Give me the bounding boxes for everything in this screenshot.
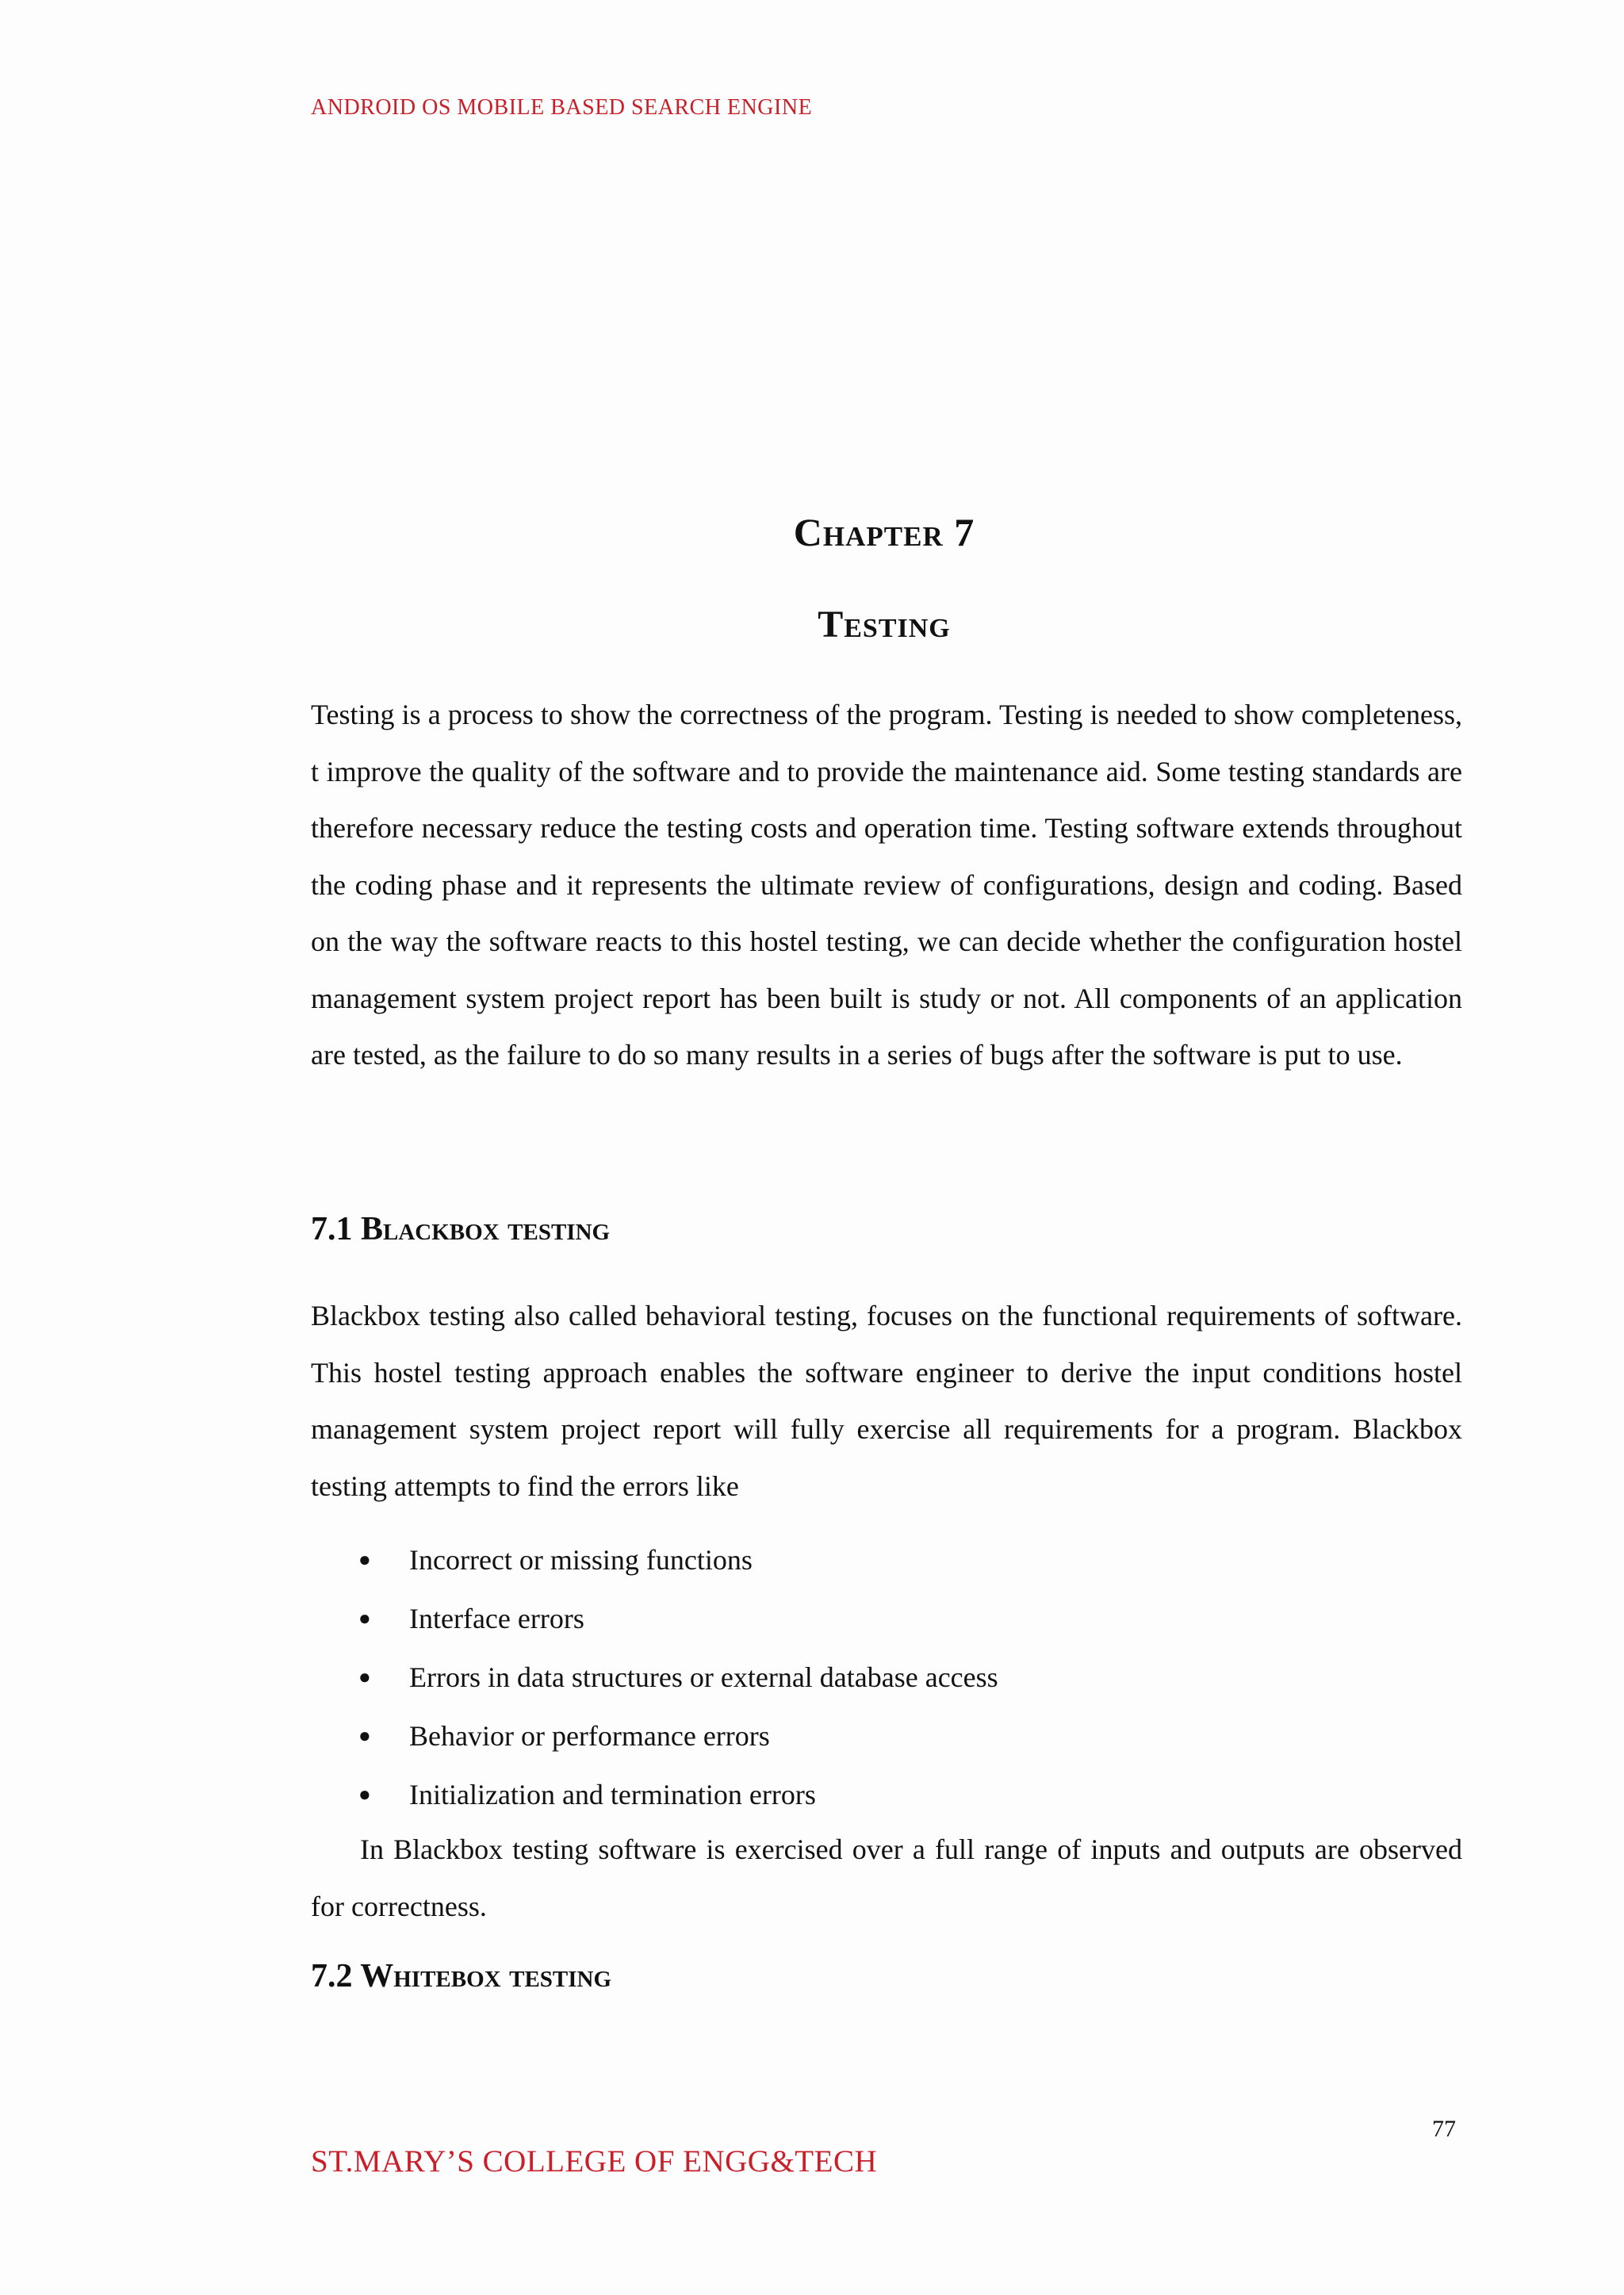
running-footer: ST.MARY’S COLLEGE OF ENGG&TECH [311,2144,878,2178]
running-header: ANDROID OS MOBILE BASED SEARCH ENGINE [311,95,813,120]
list-item [358,1648,998,1707]
intro-paragraph: Testing is a process to show the correctness of the program. Testing is needed to show completeness, t improve the quality of the software and to provide the maintenance aid. Some testing standards are therefore necessary reduce the testing costs and operation time. Testing software extends throughout the coding phase and it represents the ultimate review of configurations, design and coding. Based on the way the software reacts to this hostel testing, we can decide whether the configuration hostel management system project report has been built is study or not. All components of an application are tested, as the failure to do so many results in a series of bugs after the software is put to use. [311,699,1462,1071]
bullet-icon: ● [358,1724,371,1747]
section-heading-7-2: 7.2 Whitebox testing [311,1958,612,1994]
bullet-icon: ● [358,1548,371,1571]
bullet-icon: ● [358,1665,371,1688]
page-number: 77 [1432,2116,1456,2142]
bullet-icon: ● [358,1607,371,1630]
list-item [358,1531,998,1589]
list-item-text: Incorrect or missing functions [409,1544,753,1576]
list-item-text: Initialization and termination errors [409,1779,816,1810]
blackbox-paragraph: Blackbox testing also called behavioral testing, focuses on the functional requirements of software. This hostel testing approach enables the software engineer to derive the input conditions hostel management system project report will fully exercise all requirements for a program. Blackbox testing attempts to find the errors like [311,1300,1462,1502]
list-item [358,1707,998,1765]
error-bullet-list [358,1531,998,1824]
list-item-text: Interface errors [409,1603,584,1634]
list-item-text: Errors in data structures or external database access [409,1661,998,1693]
list-item-text: Behavior or performance errors [409,1720,770,1752]
chapter-number: Chapter 7 [793,510,975,554]
chapter-title: Testing [818,603,951,646]
section-heading-7-1: 7.1 Blackbox testing [311,1211,611,1247]
list-item [358,1765,998,1824]
list-item [358,1589,998,1648]
blackbox-closing-paragraph: In Blackbox testing software is exercised over a full range of inputs and outputs are observed for correctness. [311,1833,1462,1922]
bullet-icon: ● [358,1783,371,1806]
